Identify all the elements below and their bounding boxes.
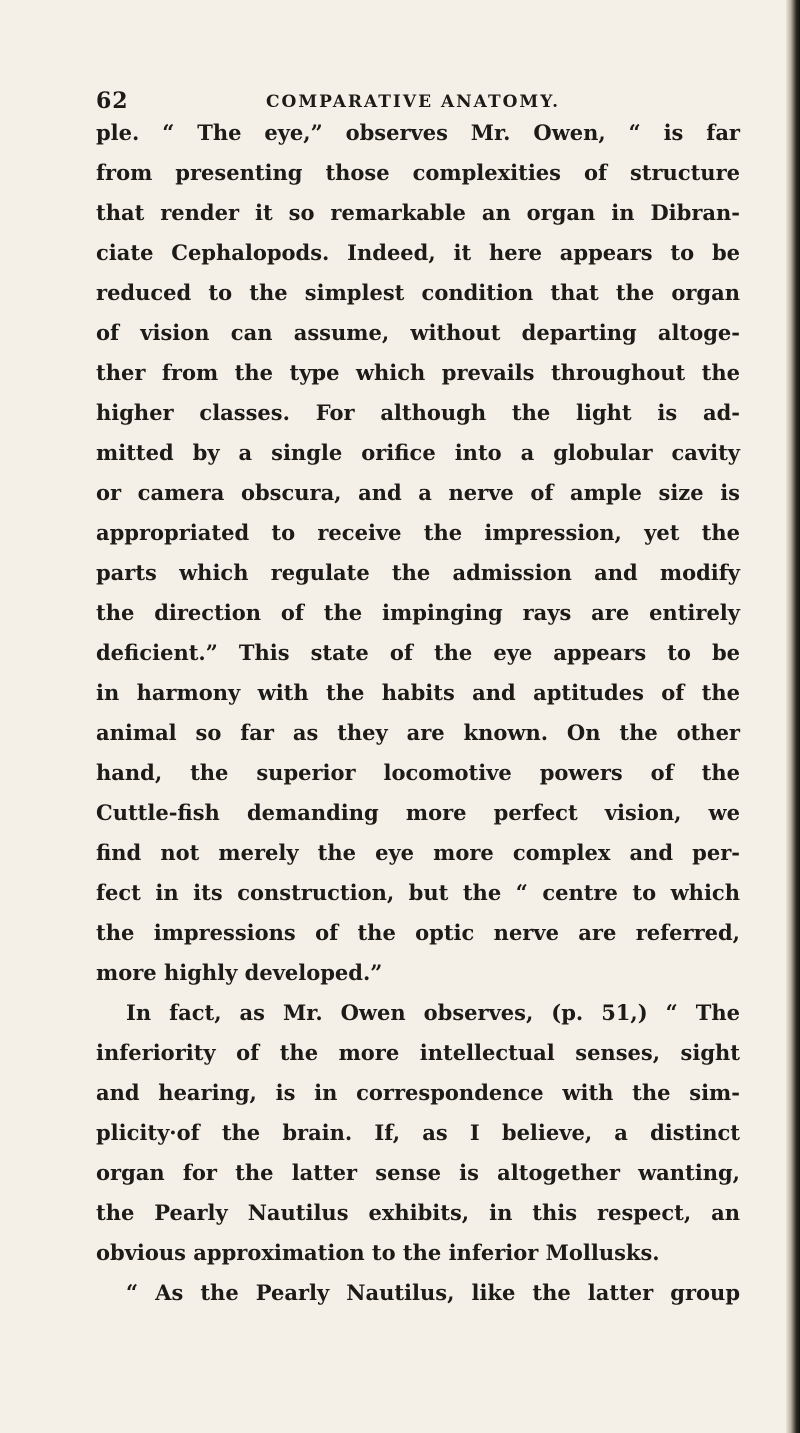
text-line: animal so far as they are known. On the other (96, 720, 740, 745)
page-number: 62 (96, 88, 129, 114)
text-line: of vision can assume, without departing altoge- (96, 320, 740, 345)
text-line: Cuttle-fish demanding more perfect vision, we (96, 800, 740, 825)
text-line: ple. “ The eye,” observes Mr. Owen, “ is far (96, 120, 740, 145)
text-line: organ for the latter sense is altogether wanting, (96, 1160, 740, 1185)
text-line: parts which regulate the admission and modify (96, 560, 740, 585)
text-line: ciate Cephalopods. Indeed, it here appears to be (96, 240, 740, 265)
text-line: from presenting those complexities of structure (96, 160, 740, 185)
paragraph-start-line: In fact, as Mr. Owen observes, (p. 51,) “ The (126, 1000, 740, 1025)
text-line: that render it so remarkable an organ in Dibran- (96, 200, 740, 225)
text-line: in harmony with the habits and aptitudes of the (96, 680, 740, 705)
text-line: and hearing, is in correspondence with the sim- (96, 1080, 740, 1105)
text-line: appropriated to receive the impression, yet the (96, 520, 740, 545)
text-line: hand, the superior locomotive powers of the (96, 760, 740, 785)
running-head: COMPARATIVE ANATOMY. (266, 92, 561, 112)
text-line: deficient.” This state of the eye appears to be (96, 640, 740, 665)
text-line: or camera obscura, and a nerve of ample size is (96, 480, 740, 505)
text-line: inferiority of the more intellectual senses, sight (96, 1040, 740, 1065)
text-line: ther from the type which prevails throughout the (96, 360, 740, 385)
text-line: plicity·of the brain. If, as I believe, a distinct (96, 1120, 740, 1145)
text-line: mitted by a single orifice into a globular cavity (96, 440, 740, 465)
body-text (96, 113, 740, 1313)
page-edge-shadow (786, 0, 800, 1433)
text-line: fect in its construction, but the “ centre to which (96, 880, 740, 905)
text-line: the Pearly Nautilus exhibits, in this respect, an (96, 1200, 740, 1225)
text-line: reduced to the simplest condition that the organ (96, 280, 740, 305)
paragraph-start-line: “ As the Pearly Nautilus, like the latter group (126, 1280, 740, 1305)
text-line: the direction of the impinging rays are entirely (96, 600, 740, 625)
paragraph-end-line: more highly developed.” (96, 960, 383, 985)
paragraph-end-line: obvious approximation to the inferior Mollusks. (96, 1240, 660, 1265)
text-line: higher classes. For although the light is ad- (96, 400, 740, 425)
text-line: the impressions of the optic nerve are referred, (96, 920, 740, 945)
text-line: find not merely the eye more complex and per- (96, 840, 740, 865)
